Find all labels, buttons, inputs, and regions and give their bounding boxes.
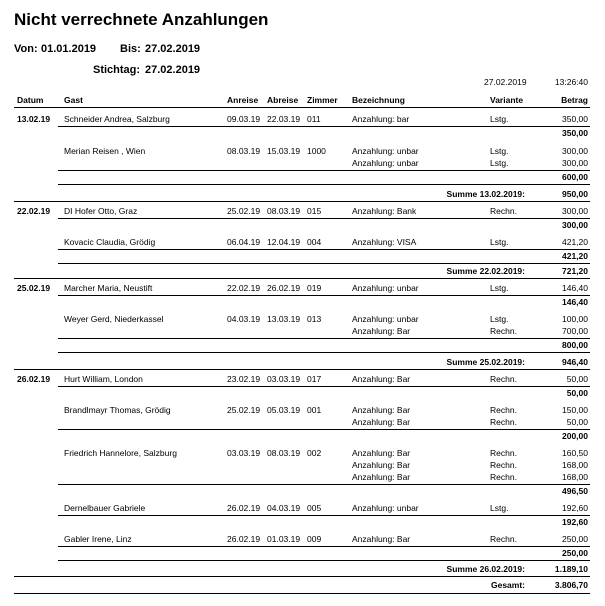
guest-subtotal: 50,00 — [566, 388, 588, 398]
line-variant: Rechn. — [490, 448, 517, 458]
guest-subtotal: 250,00 — [562, 548, 588, 558]
line-amount: 150,00 — [562, 405, 588, 415]
col-bezeichnung: Bezeichnung — [352, 95, 405, 105]
stichtag-value: 27.02.2019 — [145, 64, 201, 76]
date-sum-label: Summe 26.02.2019: — [446, 564, 525, 574]
line-description: Anzahlung: bar — [352, 114, 410, 124]
guest-subtotal: 800,00 — [562, 340, 588, 350]
line-description: Anzahlung: Bar — [352, 326, 411, 336]
room-number: 011 — [307, 114, 321, 124]
von-value: 01.01.2019 — [41, 43, 97, 55]
line-variant: Lstg. — [490, 146, 509, 156]
group-date: 22.02.19 — [17, 206, 51, 216]
date-sum-label: Summe 22.02.2019: — [446, 266, 525, 276]
guest-subtotal: 192,60 — [562, 517, 588, 527]
line-amount: 50,00 — [566, 417, 588, 427]
stichtag-label: Stichtag: — [93, 64, 141, 76]
arrival-date: 22.02.19 — [227, 283, 261, 293]
bis-label: Bis: — [120, 43, 141, 55]
line-description: Anzahlung: VISA — [352, 237, 417, 247]
subtotal-rule — [58, 249, 590, 250]
line-variant: Rechn. — [490, 534, 517, 544]
guest-name: Kovacic Claudia, Grödig — [64, 237, 156, 247]
line-variant: Lstg. — [490, 114, 509, 124]
room-number: 017 — [307, 374, 322, 384]
guest-name: Hurt William, London — [64, 374, 143, 384]
print-time: 13:26:40 — [554, 77, 588, 87]
line-description: Anzahlung: Bank — [352, 206, 417, 216]
guest-subtotal: 350,00 — [562, 128, 588, 138]
line-variant: Rechn. — [490, 206, 517, 216]
line-description: Anzahlung: Bar — [352, 472, 411, 482]
line-amount: 100,00 — [562, 314, 588, 324]
date-sum-label: Summe 25.02.2019: — [446, 357, 525, 367]
departure-date: 01.03.19 — [267, 534, 301, 544]
col-datum: Datum — [17, 95, 44, 105]
room-number: 005 — [307, 503, 322, 513]
col-variante: Variante — [490, 95, 524, 105]
line-amount: 250,00 — [562, 534, 588, 544]
col-gast: Gast — [64, 95, 83, 105]
col-anreise: Anreise — [227, 95, 259, 105]
line-variant: Rechn. — [490, 472, 517, 482]
line-description: Anzahlung: Bar — [352, 448, 411, 458]
room-number: 013 — [307, 314, 322, 324]
departure-date: 15.03.19 — [267, 146, 301, 156]
line-variant: Lstg. — [490, 314, 509, 324]
room-number: 004 — [307, 237, 322, 247]
date-sum-value: 1.189,10 — [554, 564, 588, 574]
line-description: Anzahlung: unbar — [352, 146, 419, 156]
guest-subtotal: 200,00 — [562, 431, 588, 441]
date-sum-label: Summe 13.02.2019: — [446, 189, 525, 199]
group-separator — [14, 576, 590, 577]
date-sum-value: 950,00 — [562, 189, 588, 199]
arrival-date: 08.03.19 — [227, 146, 261, 156]
group-separator — [14, 201, 590, 202]
guest-name: Schneider Andrea, Salzburg — [64, 114, 170, 124]
line-amount: 300,00 — [562, 146, 588, 156]
group-date: 26.02.19 — [17, 374, 51, 384]
subtotal-rule — [58, 338, 590, 339]
line-variant: Rechn. — [490, 326, 517, 336]
line-amount: 168,00 — [562, 472, 588, 482]
subtotal-rule — [58, 218, 590, 219]
room-number: 009 — [307, 534, 322, 544]
line-variant: Rechn. — [490, 374, 517, 384]
subtotal-rule — [58, 429, 590, 430]
arrival-date: 04.03.19 — [227, 314, 261, 324]
subtotal-rule — [58, 295, 590, 296]
col-abreise: Abreise — [267, 95, 299, 105]
guest-subtotal: 146,40 — [562, 297, 588, 307]
grand-total-value: 3.806,70 — [554, 580, 588, 590]
line-variant: Rechn. — [490, 460, 517, 470]
date-sum-value: 721,20 — [562, 266, 588, 276]
line-description: Anzahlung: unbar — [352, 283, 419, 293]
guest-name: Merian Reisen , Wien — [64, 146, 146, 156]
departure-date: 13.03.19 — [267, 314, 301, 324]
von-label: Von: — [14, 43, 38, 55]
line-variant: Lstg. — [490, 283, 509, 293]
grand-total-label: Gesamt: — [490, 580, 525, 590]
subtotal-rule — [58, 515, 590, 516]
report-title: Nicht verrechnete Anzahlungen — [14, 10, 269, 29]
departure-date: 22.03.19 — [267, 114, 301, 124]
room-number: 1000 — [307, 146, 326, 156]
line-description: Anzahlung: unbar — [352, 503, 419, 513]
subtotal-rule — [58, 386, 590, 387]
arrival-date: 26.02.19 — [227, 503, 261, 513]
guest-subtotal: 300,00 — [562, 220, 588, 230]
line-amount: 146,40 — [562, 283, 588, 293]
room-number: 019 — [307, 283, 322, 293]
group-rule — [58, 560, 590, 561]
group-separator — [14, 369, 590, 370]
arrival-date: 25.02.19 — [227, 206, 261, 216]
subtotal-rule — [58, 170, 590, 171]
line-amount: 300,00 — [562, 206, 588, 216]
arrival-date: 23.02.19 — [227, 374, 261, 384]
departure-date: 04.03.19 — [267, 503, 301, 513]
guest-name: Weyer Gerd, Niederkassel — [64, 314, 164, 324]
group-date: 13.02.19 — [17, 114, 51, 124]
arrival-date: 09.03.19 — [227, 114, 261, 124]
line-variant: Rechn. — [490, 405, 517, 415]
arrival-date: 06.04.19 — [227, 237, 261, 247]
group-date: 25.02.19 — [17, 283, 51, 293]
line-description: Anzahlung: Bar — [352, 460, 411, 470]
guest-name: Dernelbauer Gabriele — [64, 503, 146, 513]
guest-subtotal: 496,50 — [562, 486, 588, 496]
guest-name: Brandlmayr Thomas, Grödig — [64, 405, 171, 415]
line-amount: 300,00 — [562, 158, 588, 168]
line-variant: Rechn. — [490, 417, 517, 427]
group-rule — [58, 263, 590, 264]
departure-date: 05.03.19 — [267, 405, 301, 415]
room-number: 015 — [307, 206, 322, 216]
line-description: Anzahlung: Bar — [352, 417, 411, 427]
room-number: 001 — [307, 405, 322, 415]
line-description: Anzahlung: Bar — [352, 534, 411, 544]
guest-name: Friedrich Hannelore, Salzburg — [64, 448, 177, 458]
arrival-date: 25.02.19 — [227, 405, 261, 415]
group-separator — [14, 278, 590, 279]
group-rule — [58, 184, 590, 185]
line-amount: 421,20 — [562, 237, 588, 247]
group-rule — [58, 352, 590, 353]
subtotal-rule — [58, 484, 590, 485]
bis-value: 27.02.2019 — [145, 43, 201, 55]
line-variant: Lstg. — [490, 237, 509, 247]
departure-date: 03.03.19 — [267, 374, 301, 384]
header-rule — [14, 107, 590, 108]
col-zimmer: Zimmer — [307, 95, 338, 105]
subtotal-rule — [58, 126, 590, 127]
departure-date: 26.02.19 — [267, 283, 301, 293]
line-description: Anzahlung: Bar — [352, 374, 411, 384]
line-amount: 700,00 — [562, 326, 588, 336]
line-amount: 50,00 — [566, 374, 588, 384]
line-description: Anzahlung: unbar — [352, 158, 419, 168]
guest-subtotal: 421,20 — [562, 251, 588, 261]
departure-date: 12.04.19 — [267, 237, 301, 247]
line-amount: 192,60 — [562, 503, 588, 513]
guest-name: Marcher Maria, Neustift — [64, 283, 153, 293]
line-description: Anzahlung: unbar — [352, 314, 419, 324]
col-betrag: Betrag — [561, 95, 588, 105]
arrival-date: 26.02.19 — [227, 534, 261, 544]
room-number: 002 — [307, 448, 322, 458]
line-amount: 350,00 — [562, 114, 588, 124]
date-sum-value: 946,40 — [562, 357, 588, 367]
guest-subtotal: 600,00 — [562, 172, 588, 182]
line-amount: 168,00 — [562, 460, 588, 470]
departure-date: 08.03.19 — [267, 448, 301, 458]
print-date: 27.02.2019 — [484, 77, 527, 87]
line-amount: 160,50 — [562, 448, 588, 458]
departure-date: 08.03.19 — [267, 206, 301, 216]
guest-name: DI Hofer Otto, Graz — [64, 206, 138, 216]
line-variant: Lstg. — [490, 158, 509, 168]
line-variant: Lstg. — [490, 503, 509, 513]
line-description: Anzahlung: Bar — [352, 405, 411, 415]
grand-total-rule — [14, 593, 590, 594]
arrival-date: 03.03.19 — [227, 448, 261, 458]
guest-name: Gabler Irene, Linz — [64, 534, 132, 544]
subtotal-rule — [58, 546, 590, 547]
